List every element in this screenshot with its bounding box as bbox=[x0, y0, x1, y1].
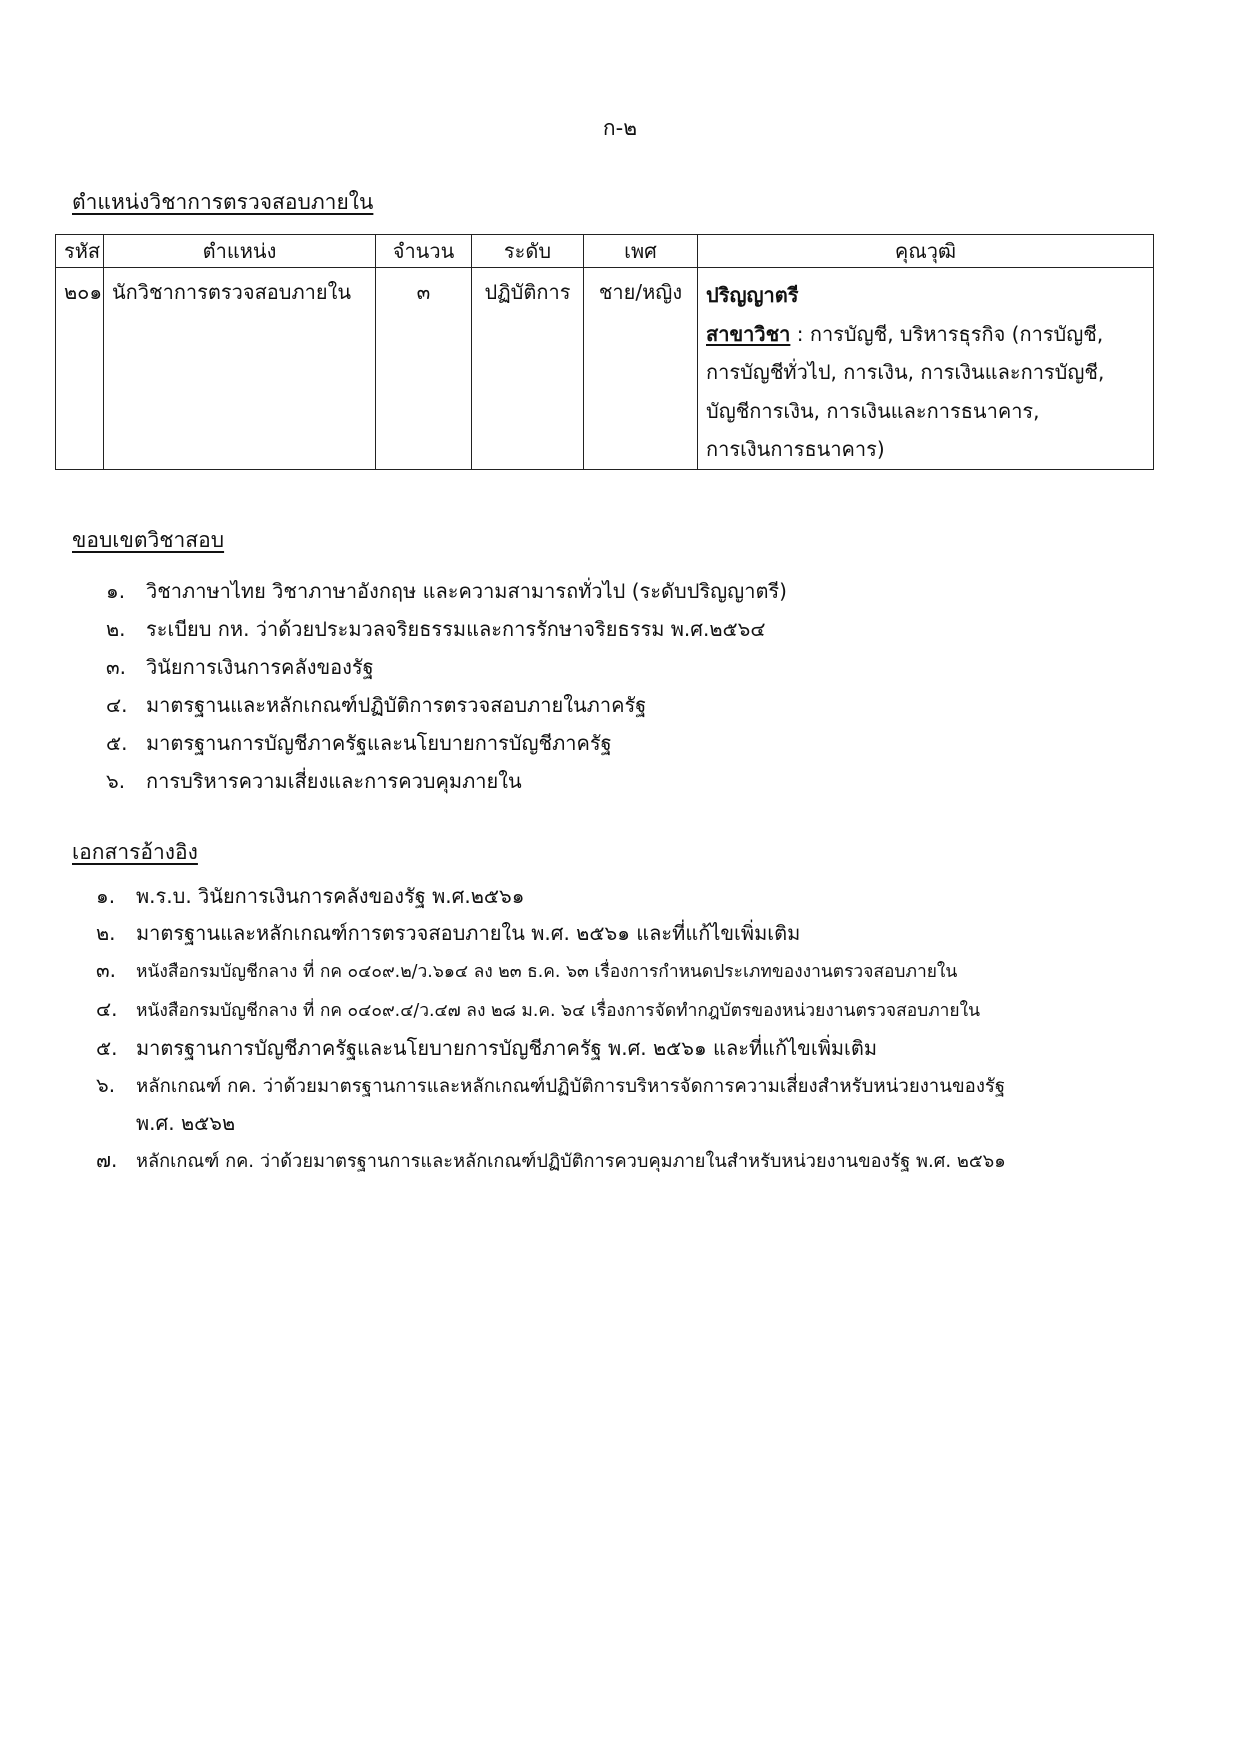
field-line-1: : การบัญชี, บริหารธุรกิจ (การบัญชี, bbox=[790, 321, 1104, 346]
positions-table bbox=[55, 234, 1154, 470]
header-level: ระดับ bbox=[472, 235, 584, 268]
cell-qualification bbox=[698, 268, 1154, 470]
field-line-2: การบัญชีทั่วไป, การเงิน, การเงินและการบัญชี, bbox=[706, 360, 1105, 384]
list-item: ๓. วินัยการเงินการคลังของรัฐ bbox=[106, 655, 374, 679]
cell-count: ๓ bbox=[376, 268, 472, 470]
qualification-degree: ปริญญาตรี bbox=[706, 283, 799, 307]
header-position: ตำแหน่ง bbox=[104, 235, 376, 268]
list-item: ๔. หนังสือกรมบัญชีกลาง ที่ กค ๐๔๐๙.๔/ว.๔๗ ลง ๒๘ ม.ค. ๖๔ เรื่องการจัดทำกฎบัตรของหน่วยงานตรวจสอบภายใน bbox=[96, 997, 980, 1021]
exam-scope-list bbox=[106, 572, 787, 800]
list-item: ๓. หนังสือกรมบัญชีกลาง ที่ กค ๐๔๐๙.๒/ว.๖๑๔ ลง ๒๓ ธ.ค. ๖๓ เรื่องการกำหนดประเภทของงานตรวจสอบภายใน bbox=[96, 958, 958, 982]
header-code: รหัส bbox=[56, 235, 104, 268]
list-item: ๕. มาตรฐานการบัญชีภาครัฐและนโยบายการบัญชีภาครัฐ bbox=[106, 731, 612, 755]
table-header-row bbox=[56, 235, 1154, 268]
exam-scope-title: ขอบเขตวิชาสอบ bbox=[72, 528, 225, 552]
field-label: สาขาวิชา bbox=[706, 321, 791, 346]
list-item: ๔. มาตรฐานและหลักเกณฑ์ปฏิบัติการตรวจสอบภายในภาครัฐ bbox=[106, 693, 647, 717]
list-item: ๖. การบริหารความเสี่ยงและการควบคุมภายใน bbox=[106, 769, 522, 793]
list-item: ๖. หลักเกณฑ์ กค. ว่าด้วยมาตรฐานการและหลักเกณฑ์ปฏิบัติการบริหารจัดการความเสี่ยงสำหรับหน่วยงานของรัฐ พ.ศ. ๒๕๖๒ bbox=[96, 1073, 1006, 1135]
list-item: ๒. มาตรฐานและหลักเกณฑ์การตรวจสอบภายใน พ.ศ. ๒๕๖๑ และที่แก้ไขเพิ่มเติม bbox=[96, 921, 801, 945]
qualification-field bbox=[706, 315, 1145, 354]
position-section-title: ตำแหน่งวิชาการตรวจสอบภายใน bbox=[72, 190, 374, 214]
field-line-4: การเงินการธนาคาร) bbox=[706, 437, 885, 461]
list-item: ๗. หลักเกณฑ์ กค. ว่าด้วยมาตรฐานการและหลักเกณฑ์ปฏิบัติการควบคุมภายในสำหรับหน่วยงานของรัฐ พ.ศ. ๒๕๖๑ bbox=[96, 1148, 1006, 1172]
cell-gender: ชาย/หญิง bbox=[584, 268, 698, 470]
cell-position: นักวิชาการตรวจสอบภายใน bbox=[104, 268, 376, 470]
page-number: ก-๒ bbox=[602, 116, 638, 140]
field-line-3: บัญชีการเงิน, การเงินและการธนาคาร, bbox=[706, 398, 1040, 423]
references-title: เอกสารอ้างอิง bbox=[72, 840, 198, 864]
header-count: จำนวน bbox=[376, 235, 472, 268]
list-item: ๑. พ.ร.บ. วินัยการเงินการคลังของรัฐ พ.ศ.๒๕๖๑ bbox=[96, 884, 525, 908]
cell-level: ปฏิบัติการ bbox=[472, 268, 584, 470]
list-item: ๑. วิชาภาษาไทย วิชาภาษาอังกฤษ และความสามารถทั่วไป (ระดับปริญญาตรี) bbox=[106, 579, 787, 603]
table-row bbox=[56, 268, 1154, 470]
list-item: ๕. มาตรฐานการบัญชีภาครัฐและนโยบายการบัญชีภาครัฐ พ.ศ. ๒๕๖๑ และที่แก้ไขเพิ่มเติม bbox=[96, 1036, 878, 1060]
list-item: ๒. ระเบียบ กห. ว่าด้วยประมวลจริยธรรมและการรักษาจริยธรรม พ.ศ.๒๕๖๔ bbox=[106, 617, 766, 641]
references-list bbox=[96, 878, 1006, 1180]
cell-code: ๒๐๑ bbox=[56, 268, 104, 470]
header-gender: เพศ bbox=[584, 235, 698, 268]
header-qualification: คุณวุฒิ bbox=[698, 235, 1154, 268]
